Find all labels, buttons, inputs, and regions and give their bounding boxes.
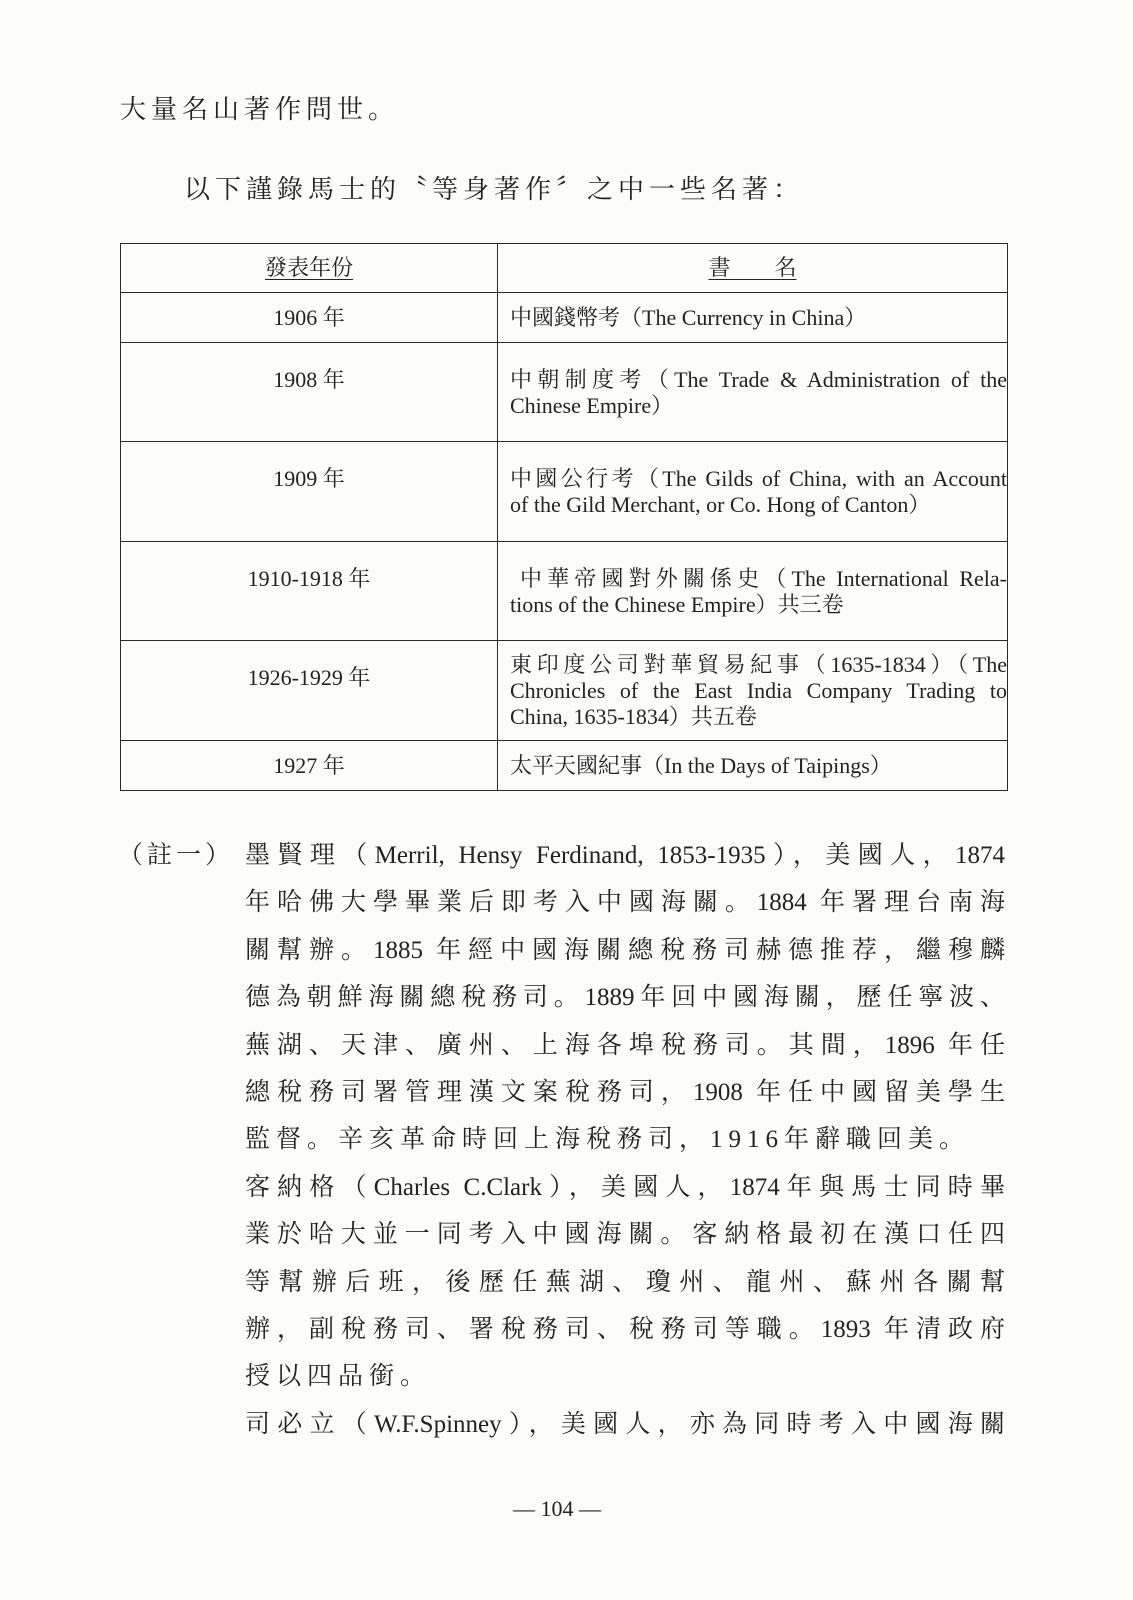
title-cell [498,343,1008,442]
title-line: of the Gild Merchant, or Co. Hong of Canton） [510,492,931,517]
note-line: 業於哈大並一同考入中國海關。客納格最初在漢口任四 [245,1221,1005,1249]
year-cell: 1908 年 [121,343,498,442]
title-line: 中國錢幣考（The Currency in China） [510,304,867,330]
note-line: 辦，副稅務司、署稅務司、稅務司等職。1893 年清政府 [245,1315,1005,1343]
note-line: 授以四品銜。 [245,1363,432,1391]
table-row [121,343,1008,442]
note-line: 墨賢理（Merril, Hensy Ferdinand, 1853-1935），美國人，1874 [245,842,1005,869]
header-year-cell [121,244,498,293]
table-row [121,641,1008,741]
title-line: tions of the Chinese Empire）共三卷 [510,592,844,617]
title-cell [498,542,1008,641]
note-line: 總稅務司署管理漢文案稅務司，1908 年任中國留美學生 [245,1078,1005,1106]
title-line: Chronicles of the East India Company Trading to [510,678,1007,703]
note-label: （註一） [118,842,235,869]
header-title: 書 名 [708,255,797,280]
table-row [121,442,1008,542]
title-line: 中朝制度考（The Trade & Administration of the [510,367,1007,392]
table-row [121,741,1008,791]
year-cell: 1906 年 [121,293,498,343]
intro-line: 大量名山著作問世。 [120,95,400,124]
year-cell: 1927 年 [121,741,498,791]
note-line: 監督。辛亥革命時回上海稅務司，1916年辭職回美。 [245,1126,971,1154]
note-line: 司必立（W.F.Spinney），美國人，亦為同時考入中國海關 [245,1410,1005,1438]
table-row [121,542,1008,641]
note-line: 等幫辦后班，後歷任蕪湖、瓊州、龍州、蘇州各關幫 [245,1268,1005,1296]
title-line: 中國公行考（The Gilds of China, with an Account [510,466,1007,491]
note-body [245,832,1005,1448]
header-year: 發表年份 [264,255,353,280]
table-row [121,293,1008,343]
note-line: 客納格（Charles C.Clark），美國人，1874年與馬士同時畢 [245,1173,1005,1201]
title-line: 中華帝國對外關係史（The International Rela- [520,566,1007,591]
title-line: 東印度公司對華貿易紀事（1635-1834）（The [510,652,1007,677]
title-cell [498,442,1008,542]
page-number: — 104 — [513,1496,601,1521]
title-cell [498,293,1008,343]
note-line: 關幫辦。1885 年經中國海關總稅務司赫德推荐，繼穆麟 [245,936,1005,964]
year-cell: 1909 年 [121,442,498,542]
table-header-row [121,244,1008,293]
year-cell: 1910-1918 年 [121,542,498,641]
note-line: 年哈佛大學畢業后即考入中國海關。1884 年署理台南海 [245,889,1005,917]
note-line: 蕪湖、天津、廣州、上海各埠稅務司。其間，1896 年任 [245,1031,1005,1059]
header-title-cell [498,244,1008,293]
title-line: China, 1635-1834）共五卷 [510,704,757,729]
works-table [120,243,1008,791]
title-line: Chinese Empire） [510,393,674,418]
year-cell: 1926-1929 年 [121,641,498,741]
note-line: 德為朝鮮海關總稅務司。1889年回中國海關，歷任寧波、 [245,984,1005,1012]
title-cell [498,741,1008,791]
title-line: 太平天國紀事（In the Days of Taipings） [510,752,892,778]
title-cell [498,641,1008,741]
intro-line: 以下謹錄馬士的〝等身著作〞之中一些名著： [184,175,805,204]
